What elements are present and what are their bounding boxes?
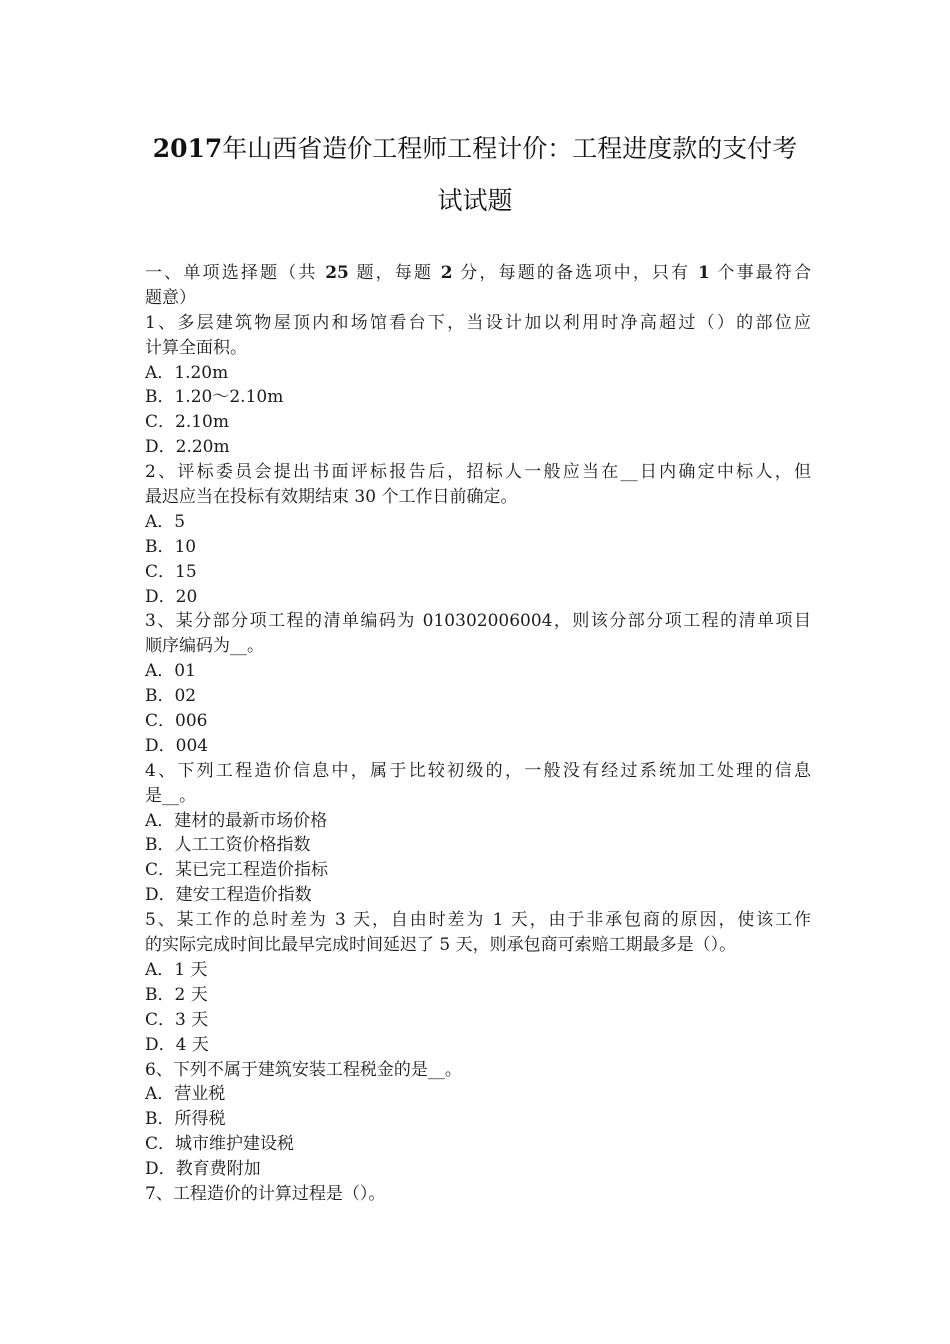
answer-option: D．20 <box>145 586 198 607</box>
answer-option: D．004 <box>145 735 209 756</box>
answer-option: C．城市维护建设税 <box>145 1134 295 1155</box>
section-heading-continued: 题意） <box>145 287 196 308</box>
question-stem: 6、下列不属于建筑安装工程税金的是__。 <box>145 1059 462 1080</box>
question-stem: 5、某工作的总时差为 3 天，自由时差为 1 天，由于非承包商的原因，使该工作 <box>145 910 811 931</box>
question-item <box>145 908 811 1057</box>
question-item <box>145 460 811 609</box>
question-stem: 顺序编码为__。 <box>145 636 264 657</box>
answer-option: D．4 天 <box>145 1034 209 1055</box>
question-body <box>145 261 811 1207</box>
answer-option: B．02 <box>145 686 197 707</box>
answer-option: B．人工工资价格指数 <box>145 835 311 856</box>
answer-option: B．1.20～2.10m <box>145 387 284 408</box>
section-heading-part: 个事最符合 <box>717 263 812 283</box>
answer-option: C．3 天 <box>145 1009 209 1030</box>
question-item <box>145 1058 811 1182</box>
answer-option: A．1 天 <box>145 959 208 980</box>
document-title-line-2: 试试题 <box>437 186 513 215</box>
answer-option: A．1.20m <box>145 362 229 383</box>
answer-option: C．2.10m <box>145 412 229 433</box>
answer-option: C．006 <box>145 711 208 732</box>
question-stem: 4、下列工程造价信息中，属于比较初级的，一般没有经过系统加工处理的信息 <box>145 760 811 781</box>
question-stem: 最迟应当在投标有效期结束 30 个工作日前确定。 <box>145 487 518 508</box>
question-item <box>145 609 811 758</box>
answer-option: D．教育费附加 <box>145 1159 261 1180</box>
document-title-line-1 <box>140 134 810 164</box>
answer-option: A．5 <box>145 511 186 532</box>
question-stem: 计算全面积。 <box>145 337 247 358</box>
answer-option: D．建安工程造价指数 <box>145 885 312 906</box>
answer-option: A．营业税 <box>145 1084 226 1105</box>
question-stem: 1、多层建筑物屋顶内和场馆看台下，当设计加以利用时净高超过（）的部位应 <box>145 312 811 333</box>
question-item <box>145 1182 811 1207</box>
section-heading-part: 题，每题 <box>356 263 434 283</box>
section-heading-part: 分，每题的备选项中，只有 <box>460 263 691 283</box>
question-list <box>145 311 811 1207</box>
question-stem: 是__。 <box>145 785 196 806</box>
question-item <box>145 311 811 460</box>
answer-option: A．建材的最新市场价格 <box>145 810 328 831</box>
title-year: 2017 <box>152 134 223 163</box>
answer-option: B．10 <box>145 536 197 557</box>
question-stem: 2、评标委员会提出书面评标报告后，招标人一般应当在__日内确定中标人，但 <box>145 462 811 483</box>
title-text: 年山西省造价工程师工程计价：工程进度款的支付考 <box>222 134 798 163</box>
question-count: 25 <box>325 263 349 283</box>
answer-option: A．01 <box>145 661 196 682</box>
answer-option: B．所得税 <box>145 1109 226 1130</box>
answer-option: C．15 <box>145 561 197 582</box>
answer-count: 1 <box>697 263 710 283</box>
question-points: 2 <box>440 263 453 283</box>
answer-option: C．某已完工程造价指标 <box>145 860 329 881</box>
section-heading <box>145 261 811 286</box>
answer-option: D．2.20m <box>145 437 230 458</box>
question-item <box>145 759 811 908</box>
question-stem: 7、工程造价的计算过程是（）。 <box>145 1183 386 1204</box>
question-stem: 的实际完成时间比最早完成时间延迟了 5 天，则承包商可索赔工期最多是（）。 <box>145 935 737 956</box>
question-stem: 3、某分部分项工程的清单编码为 010302006004，则该分部分项工程的清单项目 <box>145 611 811 632</box>
section-heading-part: 一、单项选择题（共 <box>145 263 318 283</box>
answer-option: B．2 天 <box>145 984 208 1005</box>
